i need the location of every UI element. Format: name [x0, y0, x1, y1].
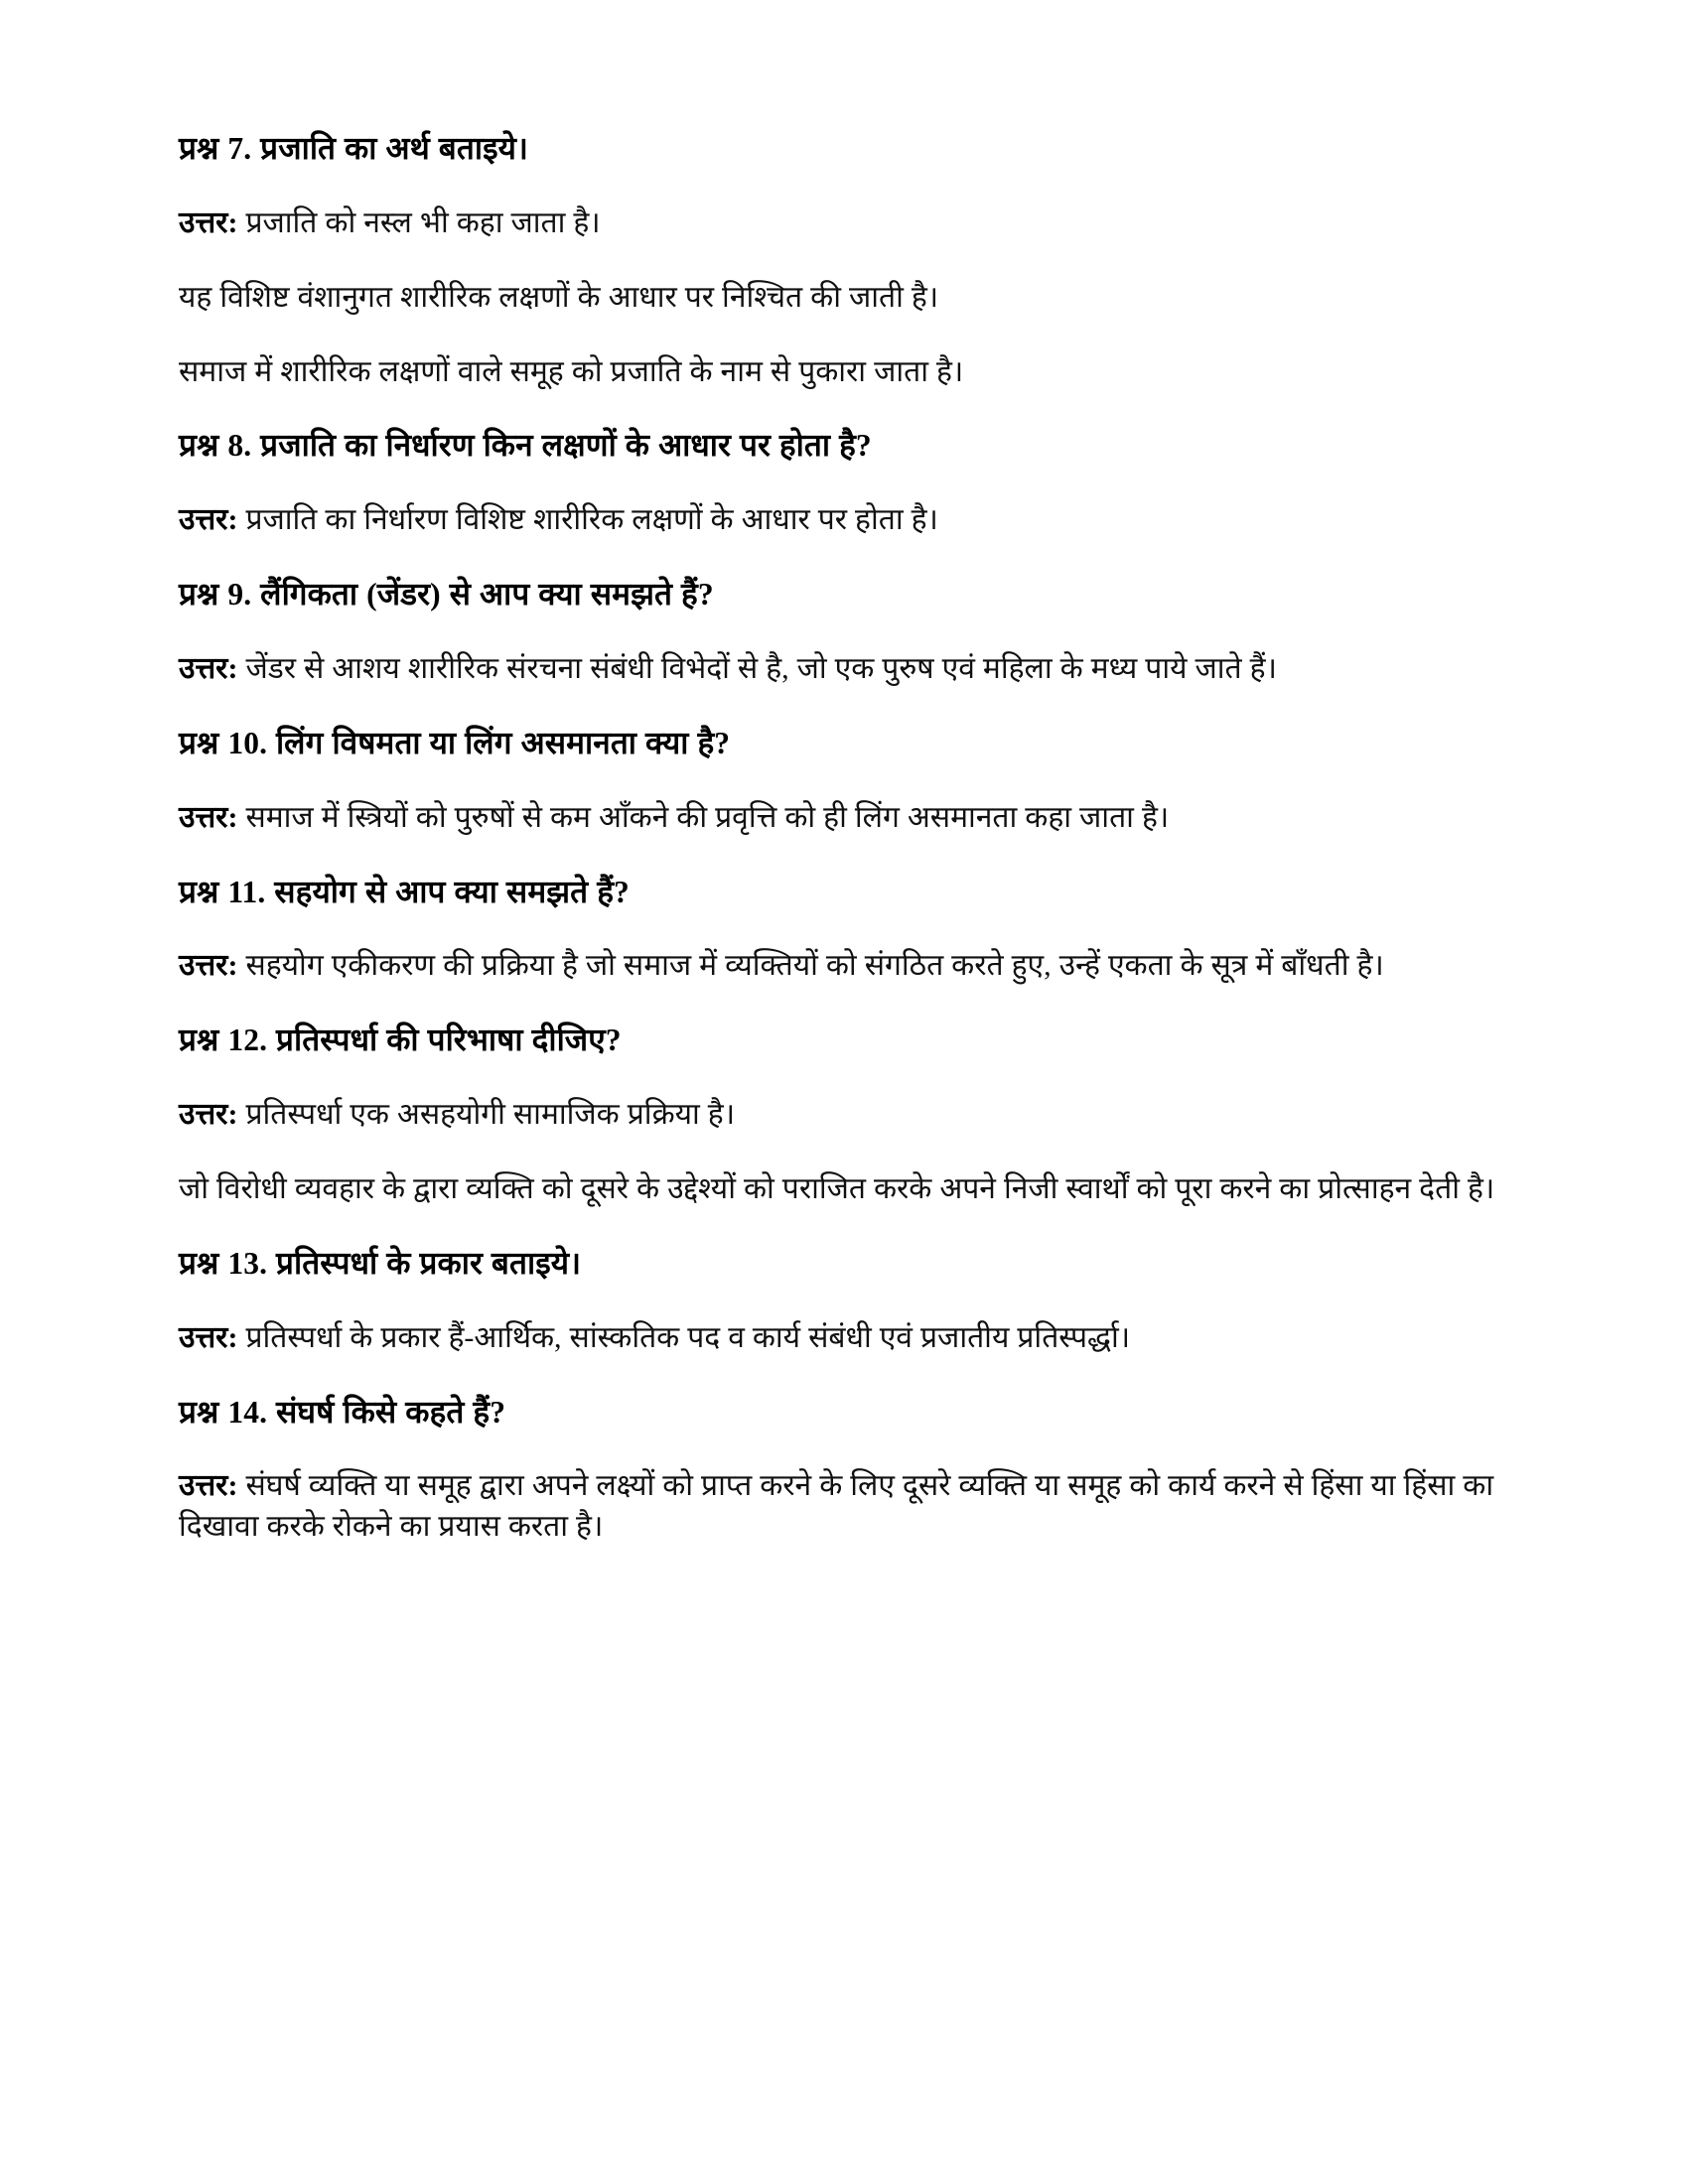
body-paragraph-q7-1: यह विशिष्ट वंशानुगत शारीरिक लक्षणों के आधार पर निश्चित की जाती है। [179, 280, 939, 314]
answer-label: उत्तर: [179, 1320, 238, 1354]
answer-text: जेंडर से आशय शारीरिक संरचना संबंधी विभेदों से है, जो एक पुरुष एवं महिला के मध्य पाये जाते हैं। [237, 652, 1277, 685]
qa-block-q7 [179, 129, 1514, 392]
qa-block-q12 [179, 1021, 1514, 1210]
answer-paragraph-q7 [179, 204, 1514, 244]
answer-text: प्रतिस्पर्धा एक असहयोगी सामाजिक प्रक्रिया है। [237, 1098, 736, 1132]
answer-paragraph-q10 [179, 798, 1514, 839]
qa-block-q8 [179, 426, 1514, 541]
qa-block-q9 [179, 575, 1514, 690]
answer-paragraph-q8 [179, 500, 1514, 541]
question-heading-q7: प्रश्न 7. प्रजाति का अर्थ बताइये। [179, 131, 529, 166]
answer-label: उत्तर: [179, 205, 238, 239]
answer-text: प्रजाति का निर्धारण विशिष्ट शारीरिक लक्षणों के आधार पर होता है। [237, 503, 938, 537]
body-paragraph-q12-1: जो विरोधी व्यवहार के द्वारा व्यक्ति को दूसरे के उद्देश्यों को पराजित करके अपने निजी स्वार्थों को पूरा करने का प्रोत्साहन देती है। [179, 1172, 1495, 1205]
answer-label: उत्तर: [179, 800, 238, 834]
qa-block-q13 [179, 1244, 1514, 1359]
answer-paragraph-q12 [179, 1095, 1514, 1136]
answer-paragraph-q13 [179, 1318, 1514, 1359]
question-heading-q8: प्रश्न 8. प्रजाति का निर्धारण किन लक्षणों के आधार पर होता है? [179, 428, 872, 464]
body-paragraph-q7-2: समाज में शारीरिक लक्षणों वाले समूह को प्रजाति के नाम से पुकारा जाता है। [179, 354, 964, 388]
document-body [179, 129, 1514, 1548]
answer-text: प्रतिस्पर्धा के प्रकार हैं-आर्थिक, सांस्कतिक पद व कार्य संबंधी एवं प्रजातीय प्रतिस्पर्द्धा। [237, 1320, 1131, 1354]
qa-block-q11 [179, 873, 1514, 988]
answer-label: उत्तर: [179, 503, 238, 537]
question-heading-q9: प्रश्न 9. लैंगिकता (जेंडर) से आप क्या समझते हैं? [179, 577, 714, 613]
answer-label: उत्तर: [179, 652, 238, 685]
question-heading-q13: प्रश्न 13. प्रतिस्पर्धा के प्रकार बताइये। [179, 1245, 582, 1281]
answer-paragraph-q9 [179, 649, 1514, 690]
answer-text: समाज में स्त्रियों को पुरुषों से कम आँकने की प्रवृत्ति को ही लिंग असमानता कहा जाता है। [237, 800, 1170, 834]
qa-block-q14 [179, 1393, 1514, 1549]
answer-label: उत्तर: [179, 1469, 238, 1503]
answer-text: प्रजाति को नस्ल भी कहा जाता है। [237, 205, 601, 239]
question-heading-q10: प्रश्न 10. लिंग विषमता या लिंग असमानता क्या है? [179, 725, 731, 760]
answer-label: उत्तर: [179, 949, 238, 983]
question-heading-q11: प्रश्न 11. सहयोग से आप क्या समझते हैं? [179, 874, 630, 909]
question-heading-q12: प्रश्न 12. प्रतिस्पर्धा की परिभाषा दीजिए? [179, 1023, 622, 1058]
answer-label: उत्तर: [179, 1098, 238, 1132]
qa-block-q10 [179, 724, 1514, 839]
answer-text: संघर्ष व्यक्ति या समूह द्वारा अपने लक्ष्यों को प्राप्त करने के लिए दूसरे व्यक्ति या समूह को कार्य करने से हिंसा या हिंसा का दिखावा करके रोकने का प्रयास करता है। [179, 1469, 1494, 1544]
answer-text: सहयोग एकीकरण की प्रक्रिया है जो समाज में व्यक्तियों को संगठित करते हुए, उन्हें एकता के सूत्र में बाँधती है। [237, 949, 1384, 983]
answer-paragraph-q11 [179, 946, 1514, 987]
answer-paragraph-q14 [179, 1466, 1514, 1548]
question-heading-q14: प्रश्न 14. संघर्ष किसे कहते हैं? [179, 1394, 506, 1430]
